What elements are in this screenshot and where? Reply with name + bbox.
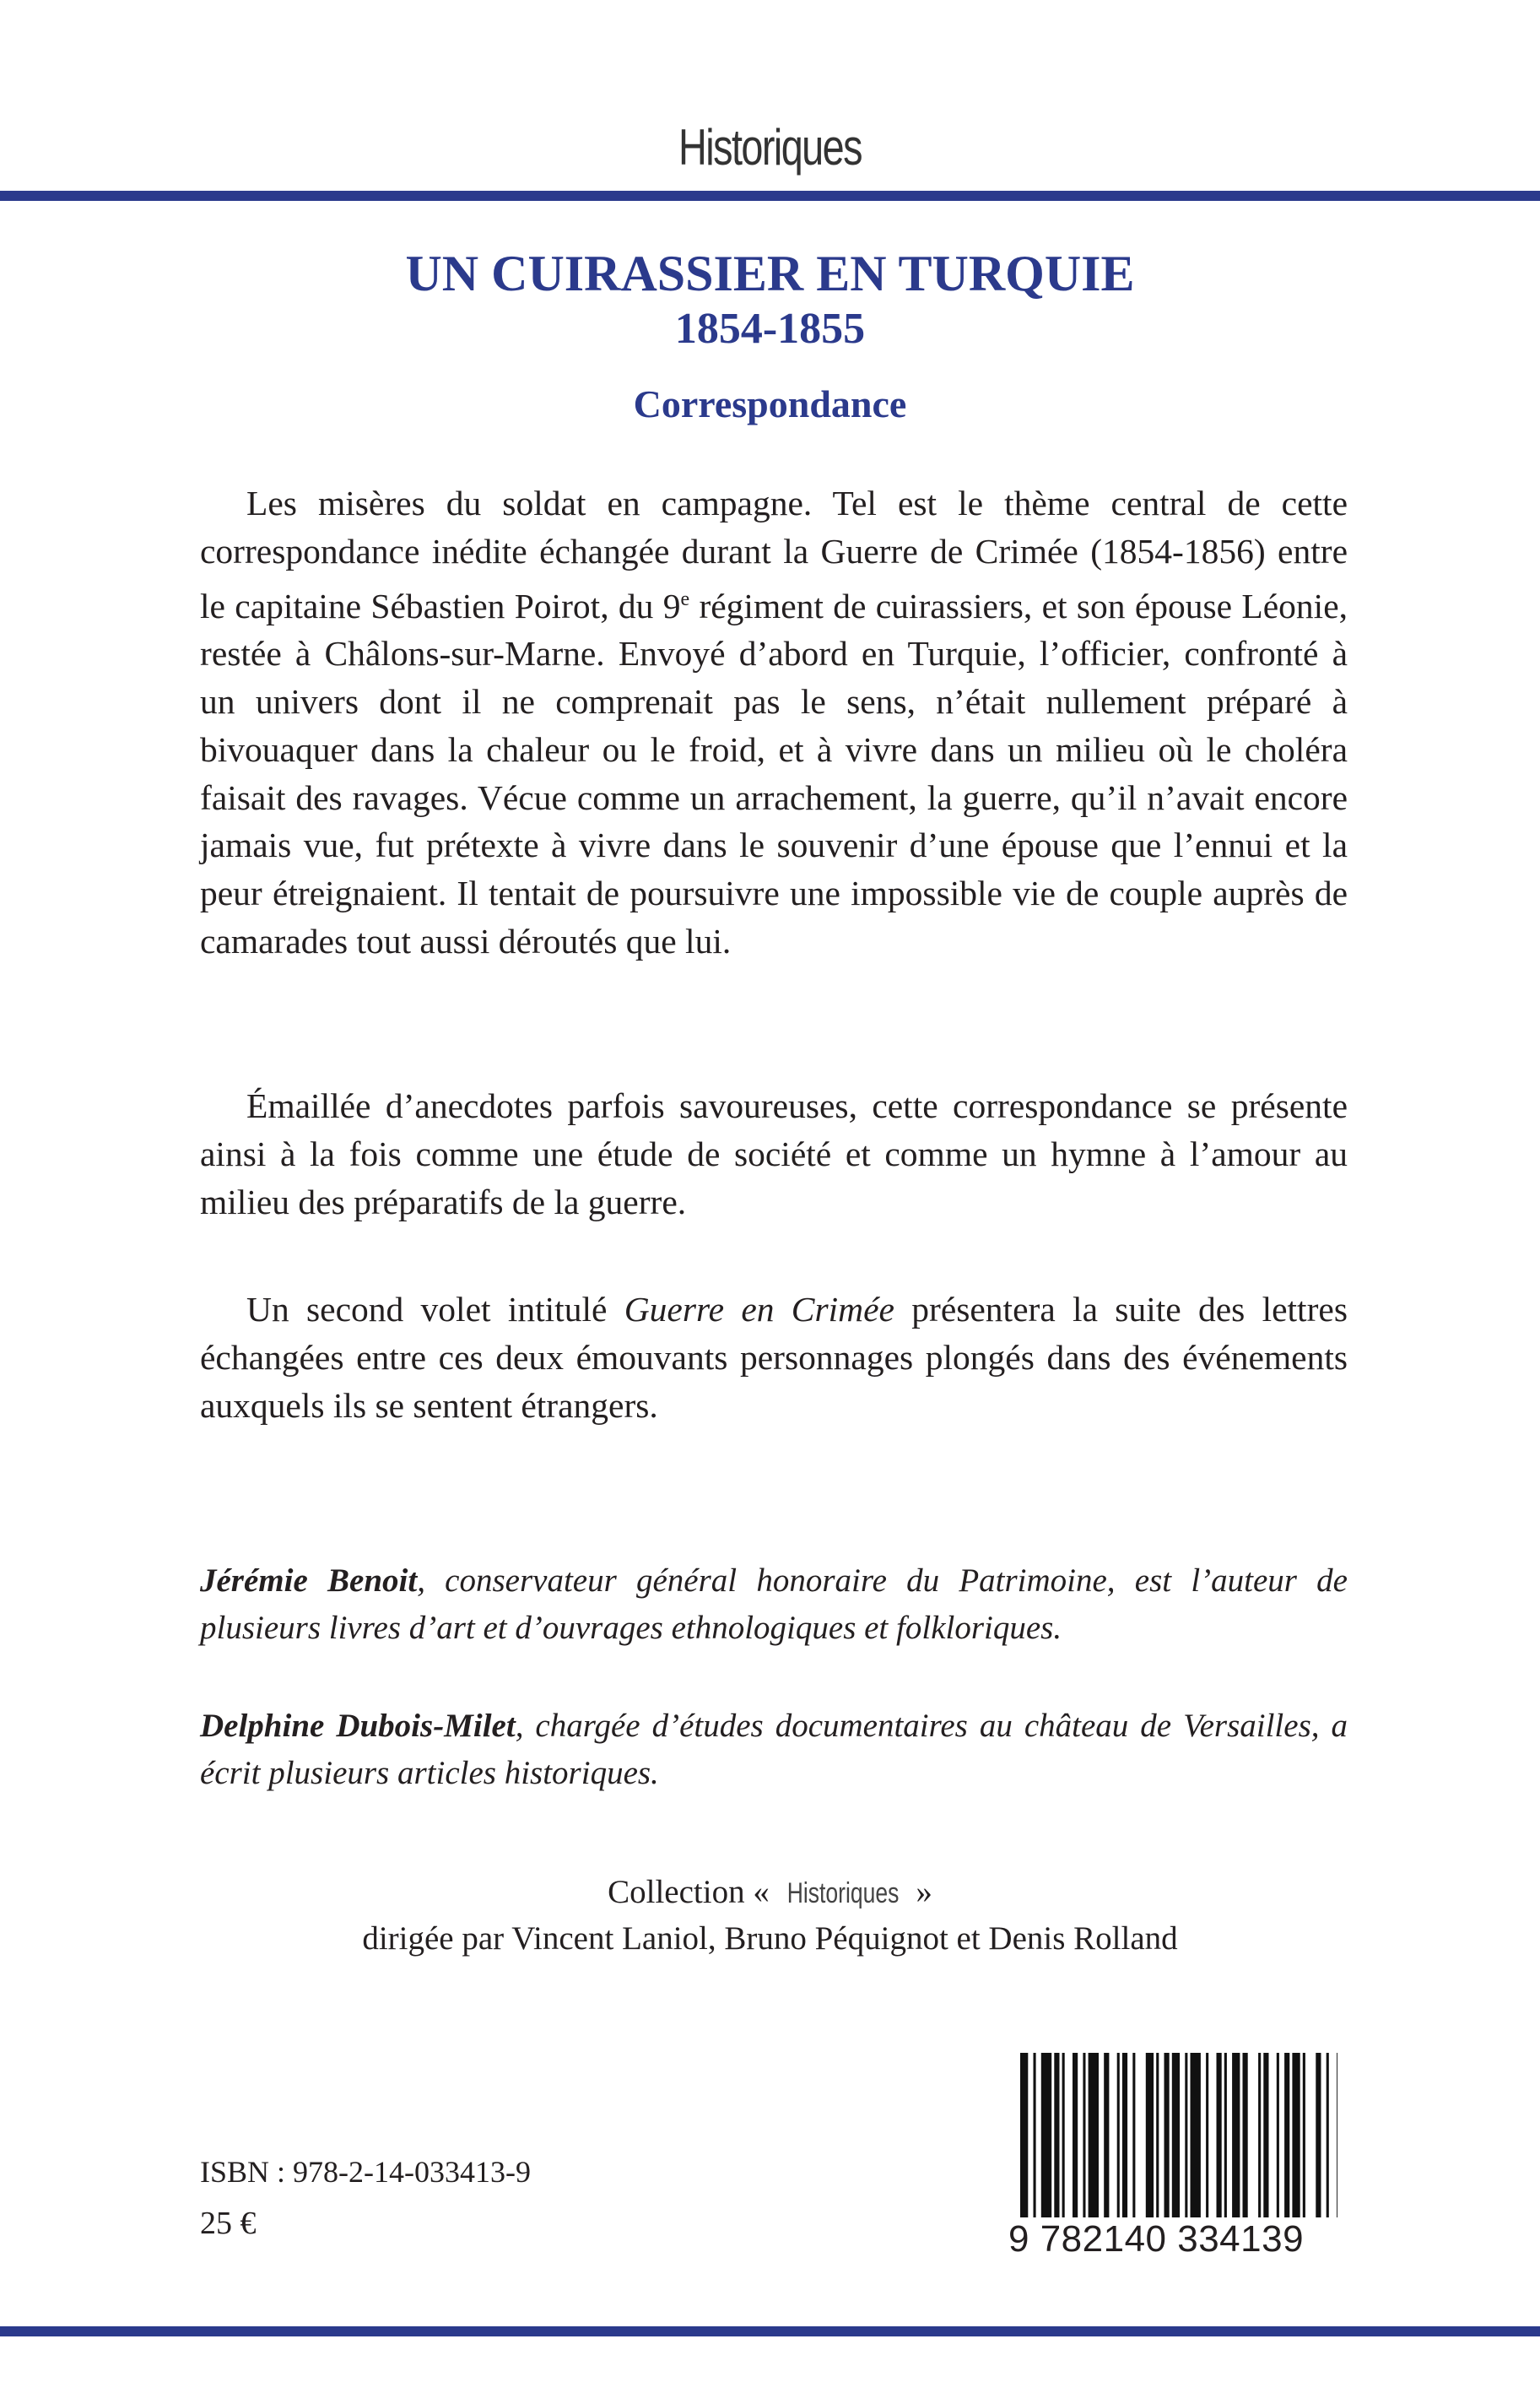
isbn: ISBN : 978-2-14-033413-9 <box>200 2155 531 2189</box>
bottom-rule <box>0 2326 1540 2336</box>
series-logo: Historiques <box>678 119 862 176</box>
collection-info: Collection « Historiques » dirigée par Vincent Laniol, Bruno Péquignot et Denis Rolland <box>0 1870 1540 1962</box>
author-name: Delphine Dubois-Milet <box>200 1708 516 1744</box>
collection-series-logo: Historiques <box>786 1877 899 1909</box>
collection-directors: dirigée par Vincent Laniol, Bruno Péquignot et Denis Rolland <box>362 1920 1178 1957</box>
top-rule <box>0 191 1540 201</box>
price: 25 € <box>200 2206 257 2241</box>
book-title: UN CUIRASSIER EN TURQUIE <box>405 246 1135 301</box>
barcode-digits: 9 782140 334139 <box>1008 2217 1346 2261</box>
author-bio-2: Delphine Dubois-Milet, chargée d’études documentaires au château de Versailles, a écrit plusieurs articles historiques. <box>200 1708 1348 1791</box>
summary-paragraph-1: Les misères du soldat en campagne. Tel est le thème central de cette correspondance inédite échangée durant la Guerre de Crimée (1854-1856) entre le capitaine Sébastien Poirot, du 9e régiment de cuirassiers, et son épouse Léonie, restée à Châlons-sur-Marne. Envoyé d’abord en Turquie, l’officier, confronté à un univers dont il ne comprenait pas le sens, n’était nullement préparé à bivouaquer dans la chaleur ou le froid, et à vivre dans un milieu où le choléra faisait des ravages. Vécue comme un arrachement, la guerre, qu’il n’avait encore jamais vue, fut prétexte à vivre dans le souvenir d’une épouse que l’ennui et la peur étreignaient. Il tentait de poursuivre une impossible vie de couple auprès de camarades tout aussi déroutés que lui. <box>200 484 1348 961</box>
author-name: Jérémie Benoit <box>200 1562 418 1599</box>
summary-paragraph-3: Un second volet intitulé Guerre en Crimée présentera la suite des lettres échangées entre ces deux émouvants personnages plongés dans des événements auxquels ils se sentent étrangers. <box>200 1290 1348 1425</box>
book-subtitle: Correspondance <box>633 382 907 425</box>
author-bio-1: Jérémie Benoit, conservateur général honoraire du Patrimoine, est l’auteur de plusieurs livres d’art et d’ouvrages ethnologiques et folkloriques. <box>200 1562 1348 1646</box>
summary-paragraph-2: Émaillée d’anecdotes parfois savoureuses, cette correspondance se présente ainsi à la fois comme une étude de société et comme un hymne à l’amour au milieu des préparatifs de la guerre. <box>200 1086 1348 1221</box>
book-years: 1854-1855 <box>674 305 866 353</box>
